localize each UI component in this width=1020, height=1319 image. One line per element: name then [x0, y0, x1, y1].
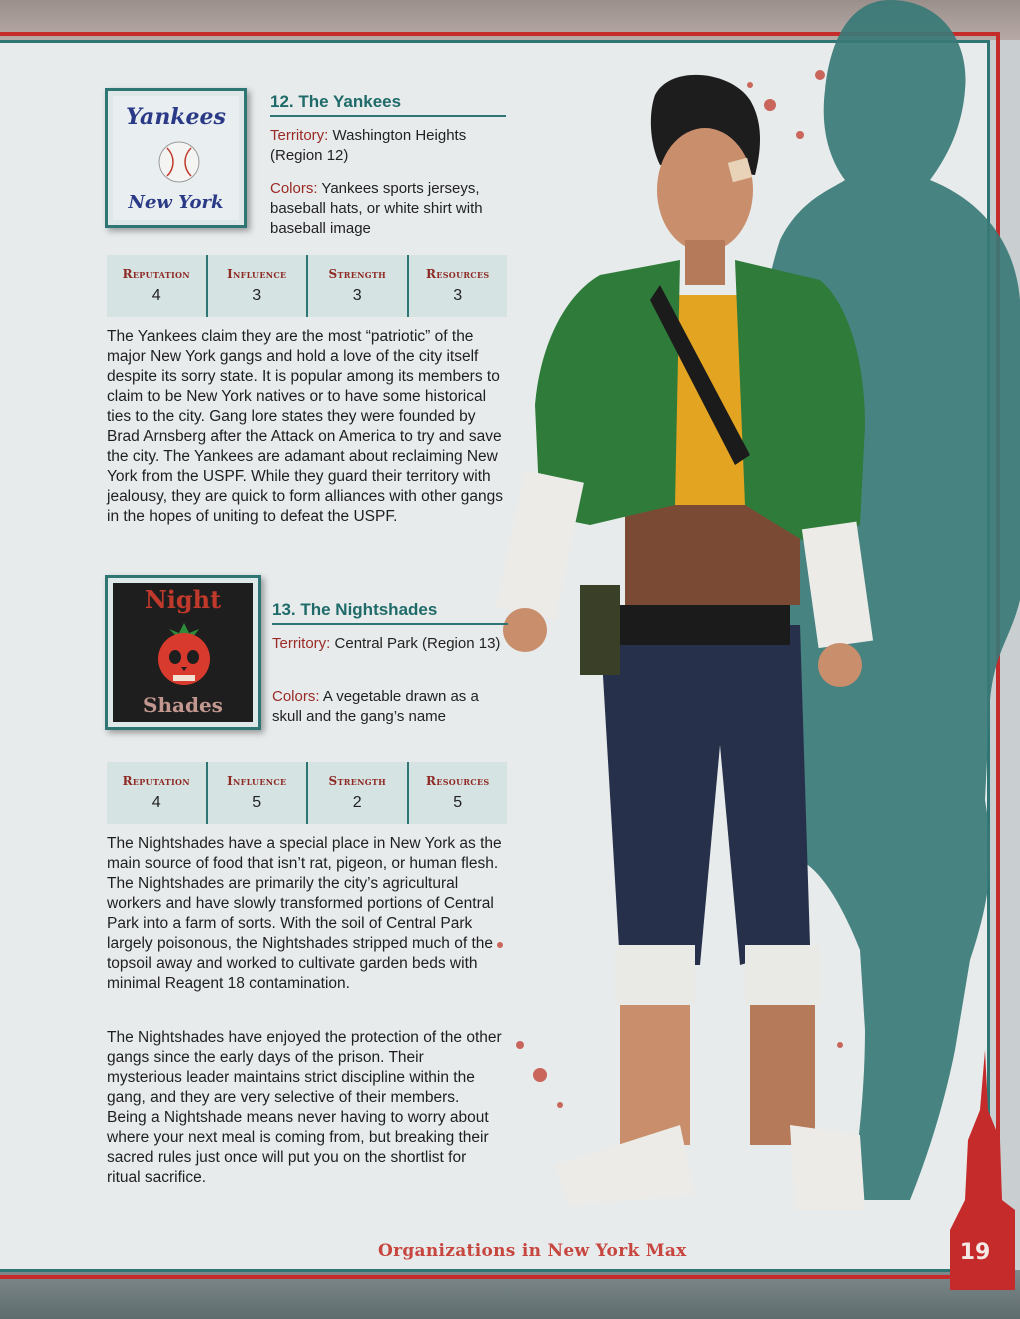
nightshades-logo-text-bottom: Shades: [143, 693, 223, 717]
stat-strength: Strength 2: [308, 762, 409, 824]
nightshades-description-2: The Nightshades have enjoyed the protection of the other gangs since the early days of the prison. Their mysterious leader maintains strict discipline within the gang, and they are very selective of their members. Being a Nightshade means never having to worry about where your next meal is coming from, but breaking their sacred rules just once will put you on the shortlist for ritual sacrifice.: [107, 1029, 502, 1186]
gang-title-nightshades: 13. The Nightshades: [272, 600, 508, 625]
tomato-skull-icon: [151, 621, 217, 687]
territory-value: Washington Heights (Region 12): [270, 127, 467, 164]
colors-label: Colors:: [272, 688, 320, 705]
territory-value: Central Park (Region 13): [334, 635, 501, 652]
yankees-logo: [105, 88, 247, 228]
stat-reputation: Reputation 4: [107, 255, 208, 317]
yankees-stats-table: [107, 255, 507, 317]
nightshades-stats-table: [107, 762, 507, 824]
nightshades-logo-text-top: Night: [144, 585, 222, 614]
yankees-logo-text-top: Yankees: [126, 104, 226, 130]
territory-label: Territory:: [270, 127, 329, 144]
nightshades-logo: [105, 575, 261, 730]
stat-resources: Resources 5: [426, 774, 490, 811]
stat-influence: Influence 5: [208, 762, 309, 824]
baseball-icon: [157, 140, 201, 184]
nightshades-territory: [272, 634, 512, 654]
character-illustration: [480, 45, 880, 1230]
gang-title-yankees: 12. The Yankees: [270, 92, 506, 117]
yankees-logo-text-bottom: New York: [128, 192, 224, 213]
nightshades-description-1: The Nightshades have a special place in New York as the main source of food that isn’t rat, pigeon, or human flesh. The Nightshades are primarily the city’s agricultural workers and have slowly transformed portions of Central Park into a farm of sorts. With the soil of Central Park largely poisonous, the Nightshades stripped much of the topsoil away and worked to cultivate garden beds with minimal Reagent 18 contamination.: [107, 835, 502, 992]
page-number: 19: [950, 1232, 1000, 1274]
colors-value: A vegetable drawn as a skull and the gang’s name: [272, 688, 479, 725]
stat-influence: Influence 3: [208, 255, 309, 317]
yankees-description: The Yankees claim they are the most “patriotic” of the major New York gangs and hold a love of the city itself despite its sorry state. It is popular among its members to claim to be New York natives or to have some historical ties to the city. Gang lore states they were founded by Brad Arnsberg after the Attack on America to try and save the city. The Yankees are adamant about reclaiming New York from the USPF. While they guard their territory with jealousy, they are quick to form alliances with other gangs in the hopes of uniting to defeat the USPF.: [107, 328, 504, 525]
footer-section-title: Organizations in New York Max: [378, 1241, 687, 1261]
territory-label: Territory:: [272, 635, 331, 652]
colors-label: Colors:: [270, 180, 318, 197]
yankees-colors: [270, 179, 510, 239]
stat-reputation: Reputation 4: [107, 762, 208, 824]
stat-resources: Resources 3: [426, 267, 490, 304]
nightshades-colors: [272, 687, 512, 727]
yankees-territory: [270, 126, 510, 166]
stat-strength: Strength 3: [308, 255, 409, 317]
colors-value: Yankees sports jerseys, baseball hats, or white shirt with baseball image: [270, 180, 483, 237]
